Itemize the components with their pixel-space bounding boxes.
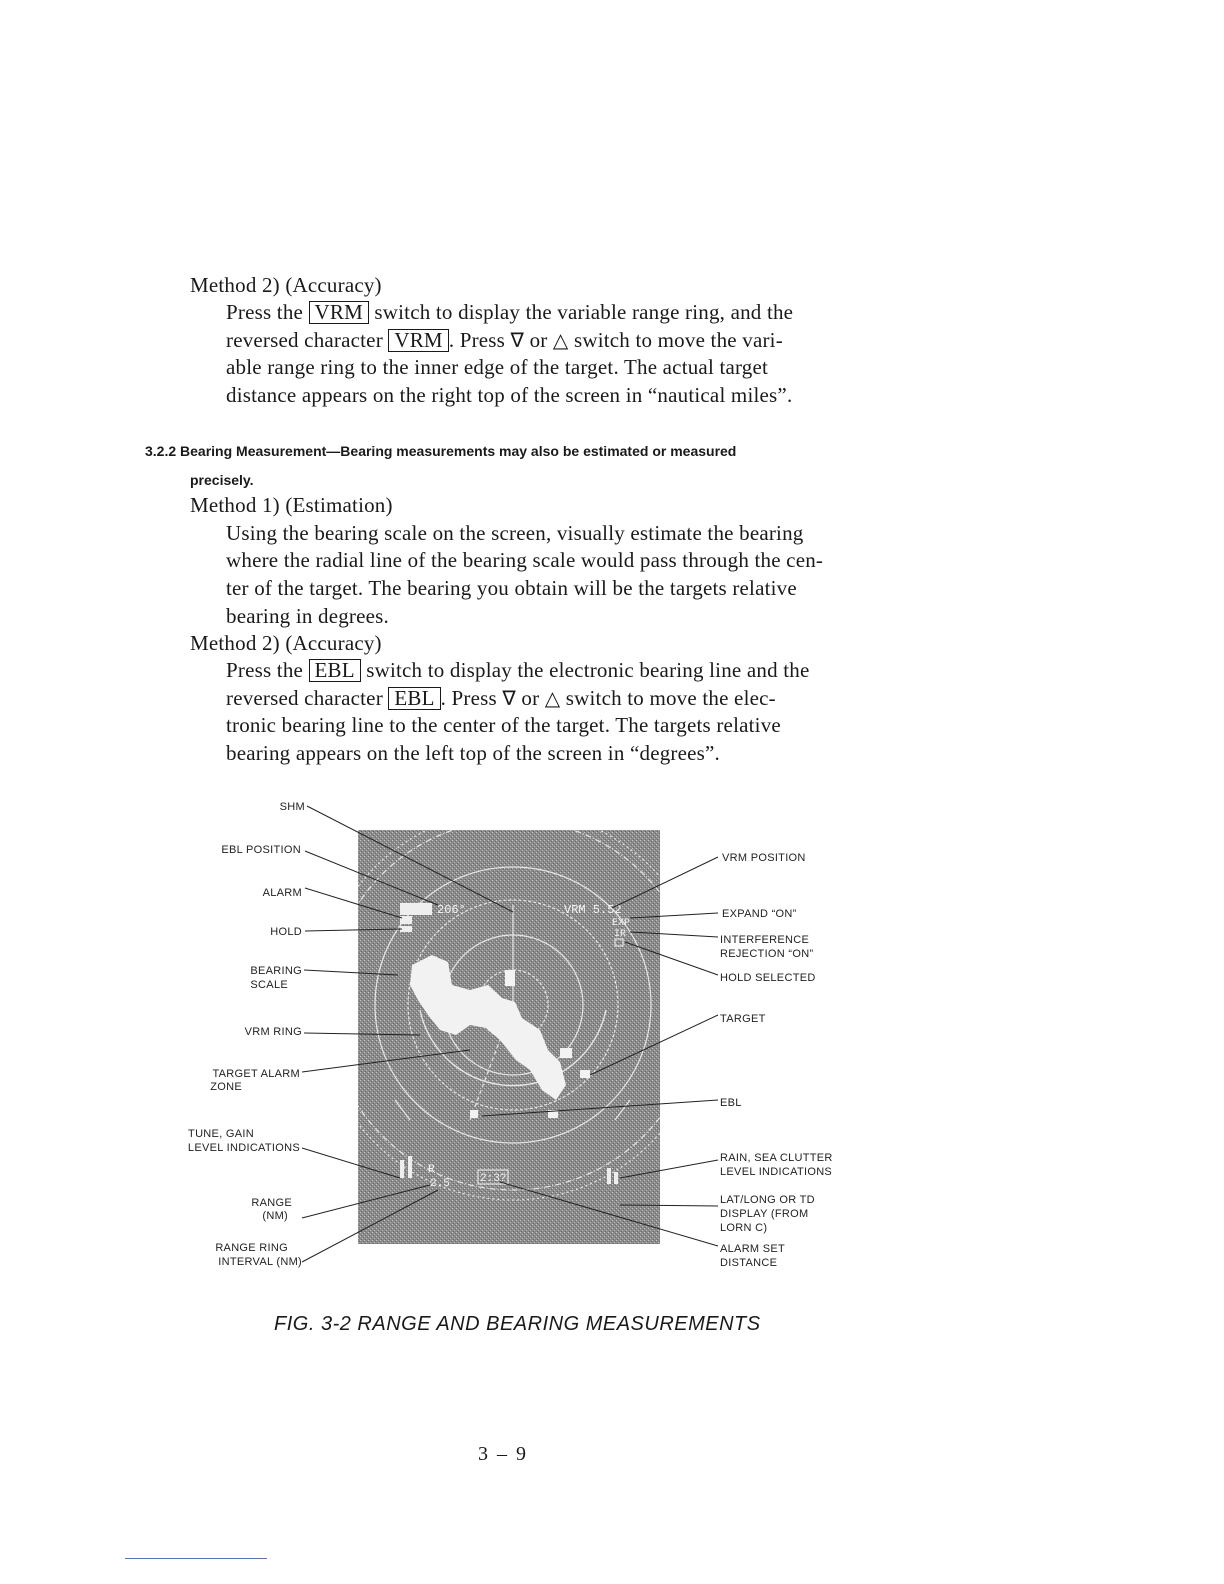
method1-bearing-line4: bearing in degrees.: [226, 604, 389, 628]
label-interference-2: REJECTION “ON”: [720, 948, 814, 960]
ebl-readout: 206°: [437, 903, 466, 917]
label-hold: HOLD: [270, 926, 302, 938]
down-triangle-icon: ∇: [510, 328, 525, 352]
method2-range-heading: Method 2) (Accuracy): [190, 273, 382, 297]
label-hold-selected: HOLD SELECTED: [720, 972, 816, 984]
label-alarm: ALARM: [262, 887, 302, 899]
figure-caption: FIG. 3-2 RANGE AND BEARING MEASUREMENTS: [274, 1313, 761, 1335]
label-shm: SHM: [279, 801, 305, 813]
radar-screen: [318, 810, 708, 1244]
label-target-alarm: TARGET ALARM: [212, 1068, 300, 1080]
text-span: or: [521, 686, 540, 710]
label-ebl-position: EBL POSITION: [221, 844, 301, 856]
label-latlong: LAT/LONG OR TD: [720, 1194, 815, 1206]
range-ring-readout: R: [428, 1164, 435, 1176]
page-number: 3 – 9: [478, 1443, 528, 1465]
section-heading: 3.2.2 Bearing Measurement—Bearing measurements may also be estimated or measured: [145, 443, 737, 459]
text-span: switch to display the electronic bearing line and the: [366, 658, 810, 682]
ebl-key: EBL: [309, 659, 361, 682]
label-vrm-position: VRM POSITION: [722, 852, 806, 864]
ebl-reverse-box: [400, 903, 432, 915]
method1-bearing-line1: Using the bearing scale on the screen, visually estimate the bearing: [226, 521, 804, 545]
text-span: Press the: [226, 300, 304, 324]
method2-bearing-heading: Method 2) (Accuracy): [190, 631, 382, 655]
text-span: switch to move the elec-: [565, 686, 776, 710]
down-triangle-icon: ∇: [502, 686, 516, 710]
ir-indicator: IR: [614, 929, 627, 940]
gain-bar: [408, 1156, 412, 1178]
label-rain-sea-2: LEVEL INDICATIONS: [720, 1166, 833, 1178]
label-range-ring: RANGE RING: [215, 1242, 288, 1254]
text-span: . Press: [448, 328, 506, 352]
label-range-ring-2: INTERVAL (NM): [218, 1256, 302, 1268]
footer-rule: [125, 1558, 267, 1559]
ebl-key-reversed: EBL: [388, 687, 440, 710]
label-range-2: (NM): [262, 1210, 288, 1222]
text-span: switch to display the variable range ring, and the: [374, 300, 794, 324]
up-triangle-icon: △: [544, 686, 561, 710]
alarm-distance-readout: 2:3?: [480, 1173, 507, 1185]
label-range: RANGE: [251, 1197, 292, 1209]
method1-bearing-line2: where the radial line of the bearing scale would pass through the cen-: [226, 548, 824, 572]
label-latlong-2: DISPLAY (FROM: [720, 1208, 809, 1220]
label-tune-gain-2: LEVEL INDICATIONS: [187, 1142, 300, 1154]
label-bearing-scale: BEARING: [250, 965, 302, 977]
text-span: or: [529, 328, 548, 352]
label-vrm-ring: VRM RING: [244, 1026, 302, 1038]
label-bearing-scale-2: SCALE: [250, 979, 288, 991]
method2-range-line4: distance appears on the right top of the screen in “nautical miles”.: [226, 383, 793, 407]
range-readout: 2.5: [430, 1178, 450, 1190]
text-span: Press the: [226, 658, 304, 682]
method1-bearing-heading: Method 1) (Estimation): [190, 493, 393, 517]
method2-bearing-line3: tronic bearing line to the center of the target. The targets relative: [226, 713, 781, 737]
tune-bar: [400, 1160, 404, 1178]
label-alarm-set-2: DISTANCE: [720, 1257, 778, 1269]
alarm-indicator: [400, 916, 412, 924]
label-latlong-3: LORN C): [720, 1222, 768, 1234]
expand-indicator: EXP: [612, 918, 631, 929]
sea-bar: [614, 1172, 618, 1184]
method2-bearing-line4: bearing appears on the left top of the screen in “degrees”.: [226, 741, 720, 765]
method1-bearing-line3: ter of the target. The bearing you obtain will be the targets relative: [226, 576, 797, 600]
text-span: . Press: [440, 686, 497, 710]
section-heading-cont: precisely.: [190, 472, 254, 488]
method2-range-line3: able range ring to the inner edge of the target. The actual target: [226, 355, 769, 379]
label-expand-on: EXPAND “ON”: [722, 908, 797, 920]
vrm-readout: VRM 5.52: [564, 903, 622, 917]
label-rain-sea: RAIN, SEA CLUTTER: [720, 1152, 833, 1164]
label-target-alarm-2: ZONE: [210, 1081, 242, 1093]
vrm-key: VRM: [309, 301, 369, 324]
label-alarm-set: ALARM SET: [720, 1243, 786, 1255]
text-span: reversed character: [226, 328, 383, 352]
up-triangle-icon: △: [552, 328, 569, 352]
label-tune-gain: TUNE, GAIN: [188, 1128, 254, 1140]
label-target: TARGET: [720, 1013, 766, 1025]
label-interference: INTERFERENCE: [720, 934, 810, 946]
text-span: reversed character: [226, 686, 383, 710]
rain-bar: [607, 1168, 611, 1184]
label-ebl: EBL: [720, 1097, 742, 1109]
text-span: switch to move the vari-: [573, 328, 783, 352]
vrm-key-reversed: VRM: [388, 329, 448, 352]
